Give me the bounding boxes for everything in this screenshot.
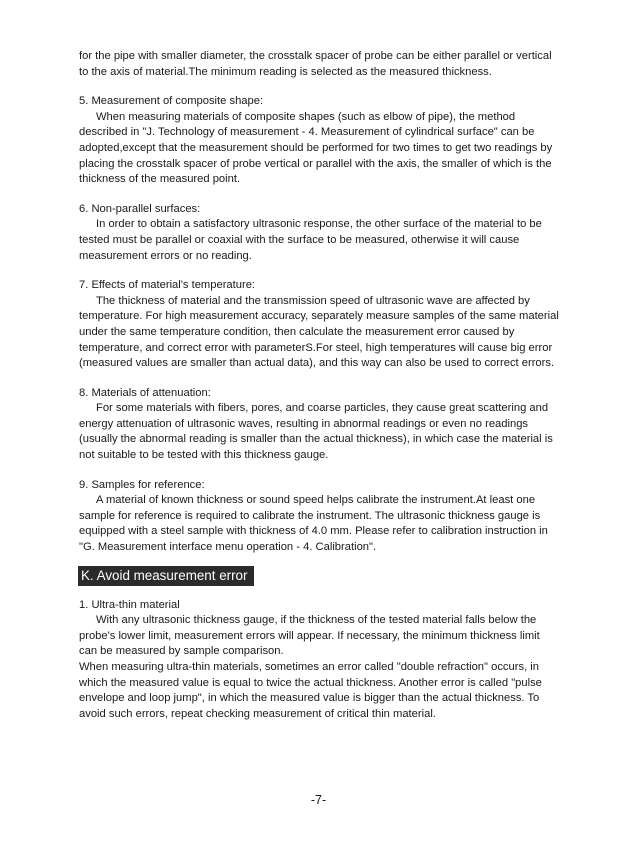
intro-paragraph: for the pipe with smaller diameter, the crosstalk spacer of probe can be either parallel or vertical to the axis of material.The minimum reading is selected as the measured thickness. xyxy=(79,50,552,78)
item-body: In order to obtain a satisfactory ultrasonic response, the other surface of the material to be tested must be parallel or coaxial with the surface to be measured, otherwise it will cause measurement errors or no reading. xyxy=(79,218,542,262)
item-heading: 9. Samples for reference: xyxy=(79,478,205,491)
item-body-continued: When measuring ultra-thin materials, sometimes an error called "double refraction" occurs, in which the measured value is equal to twice the actual thickness. Another error is called "pulse envelope and loop jump", in which the measured value is bigger than the actual thickness. To avoid such errors, repeat checking measurement of critical thin material. xyxy=(79,661,542,720)
item-body: With any ultrasonic thickness gauge, if the thickness of the tested material falls below the probe's lower limit, measurement errors will appear. If necessary, the minimum thickness limit can be measured by sample comparison. xyxy=(79,614,540,658)
item-body: For some materials with fibers, pores, and coarse particles, they cause great scattering and energy attenuation of ultrasonic waves, resulting in abnormal readings or even no readings (usually the abnormal reading is smaller than the actual thickness), in which case the material is not suitable to be tested with this thickness gauge. xyxy=(79,402,553,462)
item-reference-samples xyxy=(79,478,559,556)
section-title: K. Avoid measurement error xyxy=(78,566,254,586)
item-non-parallel-surfaces xyxy=(79,202,559,264)
item-heading: 5. Measurement of composite shape: xyxy=(79,95,264,108)
item-heading: 1. Ultra-thin material xyxy=(79,598,180,611)
item-body: When measuring materials of composite shapes (such as elbow of pipe), the method described in "J. Technology of measurement - 4. Measurement of cylindrical surface" can be adopted,except that the measurement should be performed for two times to get two readings by placing the crosstalk spacer of probe vertical or parallel with the axis, the smaller of which is the thickness of the measured point. xyxy=(79,110,553,186)
item-temperature-effects xyxy=(79,278,559,372)
item-heading: 8. Materials of attenuation: xyxy=(79,386,211,399)
item-body: A material of known thickness or sound speed helps calibrate the instrument.At least one sample for reference is required to calibrate the instrument. The ultrasonic thickness gauge is equipped with a steel sample with thickness of 4.0 mm. Please refer to calibration instruction in "G. Measurement interface menu operation - 4. Calibration". xyxy=(79,494,548,554)
section-k xyxy=(79,567,559,723)
item-heading: 6. Non-parallel surfaces: xyxy=(79,202,201,215)
item-heading: 7. Effects of material's temperature: xyxy=(79,279,256,292)
item-composite-shape xyxy=(79,94,559,188)
page-number: -7- xyxy=(310,793,327,807)
item-body: The thickness of material and the transmission speed of ultrasonic wave are affected by temperature. For high measurement accuracy, separately measure samples of the same material under the same temperature condition, then calculate the measurement error caused by temperature, and correct error with parameterS.For steel, high temperatures will cause big error (measured values are smaller than actual data), and this way can also be used to correct errors. xyxy=(79,294,559,370)
item-attenuation-materials xyxy=(79,386,559,464)
manual-page-content xyxy=(79,49,559,722)
